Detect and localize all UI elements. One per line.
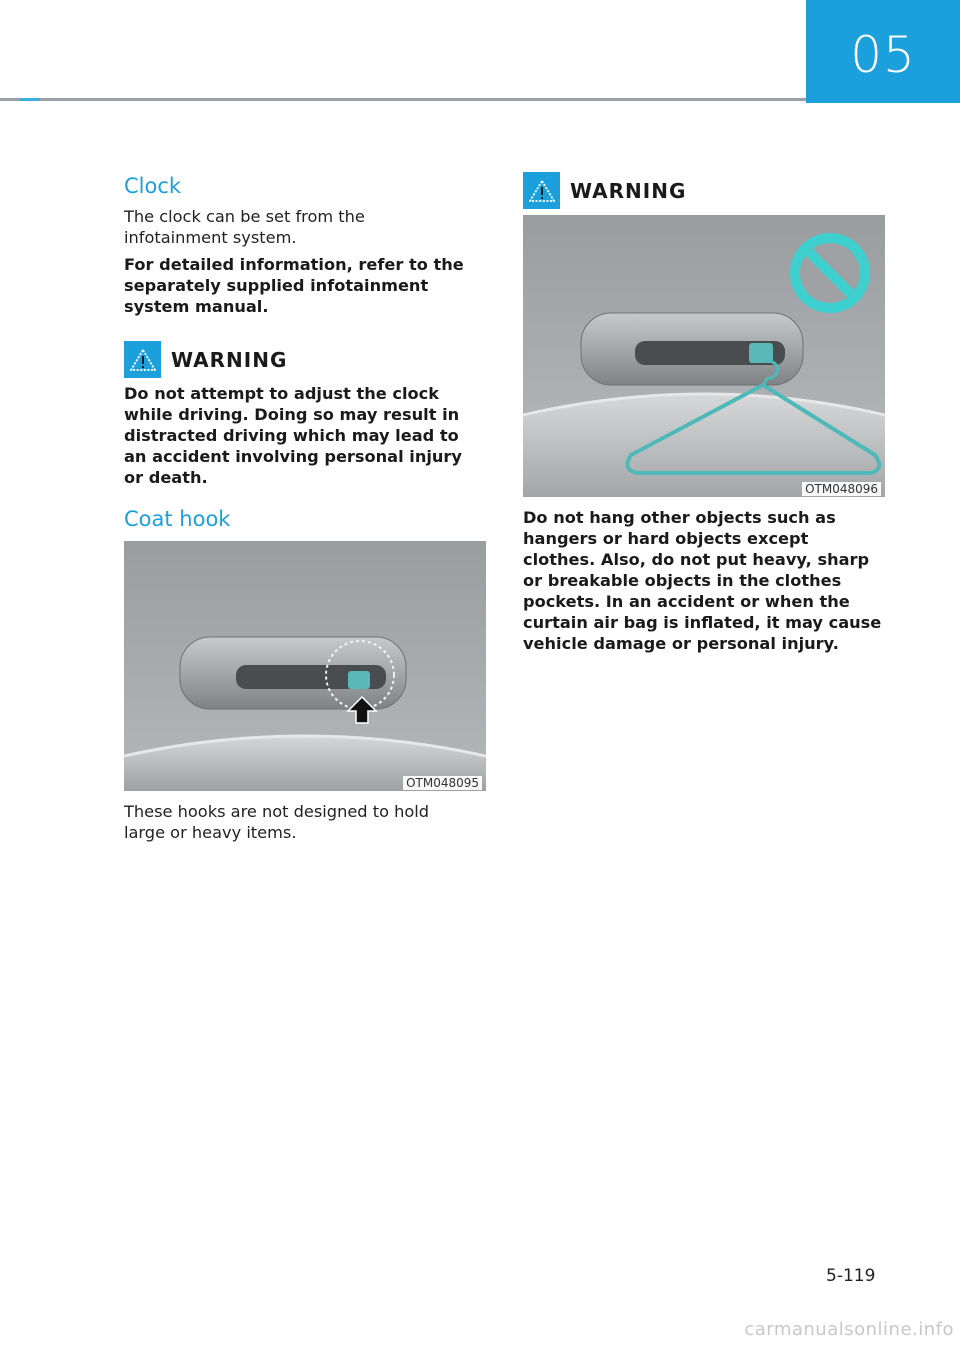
figure-code: OTM048095 (403, 776, 482, 790)
warning-badge (124, 341, 161, 378)
clock-text: The clock can be set from the infotainment system. (124, 207, 365, 247)
warning-label: WARNING (570, 178, 687, 203)
header-rule-accent (20, 98, 40, 101)
clock-warning-header (124, 341, 287, 378)
coat-hook-text: These hooks are not designed to hold large or heavy items. (124, 802, 430, 842)
hook-warning-header (523, 172, 686, 209)
clock-title: Clock (124, 174, 182, 198)
warning-label: WARNING (171, 347, 288, 372)
hanger-figure (523, 215, 885, 497)
clock-warning-text: Do not attempt to adjust the clock while driving. Doing so may result in distracted driving which may lead to an accident involving personal injury or death. (124, 384, 462, 487)
watermark: carmanualsonline.info (744, 1319, 954, 1340)
page-number: 5-119 (826, 1266, 876, 1286)
figure-code: OTM048096 (802, 482, 881, 496)
coat-hook-figure (124, 541, 486, 791)
coat-hook-illustration (124, 541, 486, 791)
warning-triangle-icon (529, 179, 555, 203)
coat-hook-title: Coat hook (124, 507, 231, 531)
clock-note: For detailed information, refer to the separately supplied infotainment system manual. (124, 255, 464, 316)
header-rule (0, 98, 806, 101)
hook-warning-text: Do not hang other objects such as hangers or hard objects except clothes. Also, do not put heavy, sharp or breakable objects in the clothes pockets. In an accident or when the curtain air bag is inflated, it may cause vehicle damage or personal injury. (523, 508, 882, 653)
warning-badge (523, 172, 560, 209)
chapter-tab: 05 (806, 0, 960, 103)
warning-triangle-icon (130, 348, 156, 372)
hanger-prohibited-illustration (523, 215, 885, 497)
